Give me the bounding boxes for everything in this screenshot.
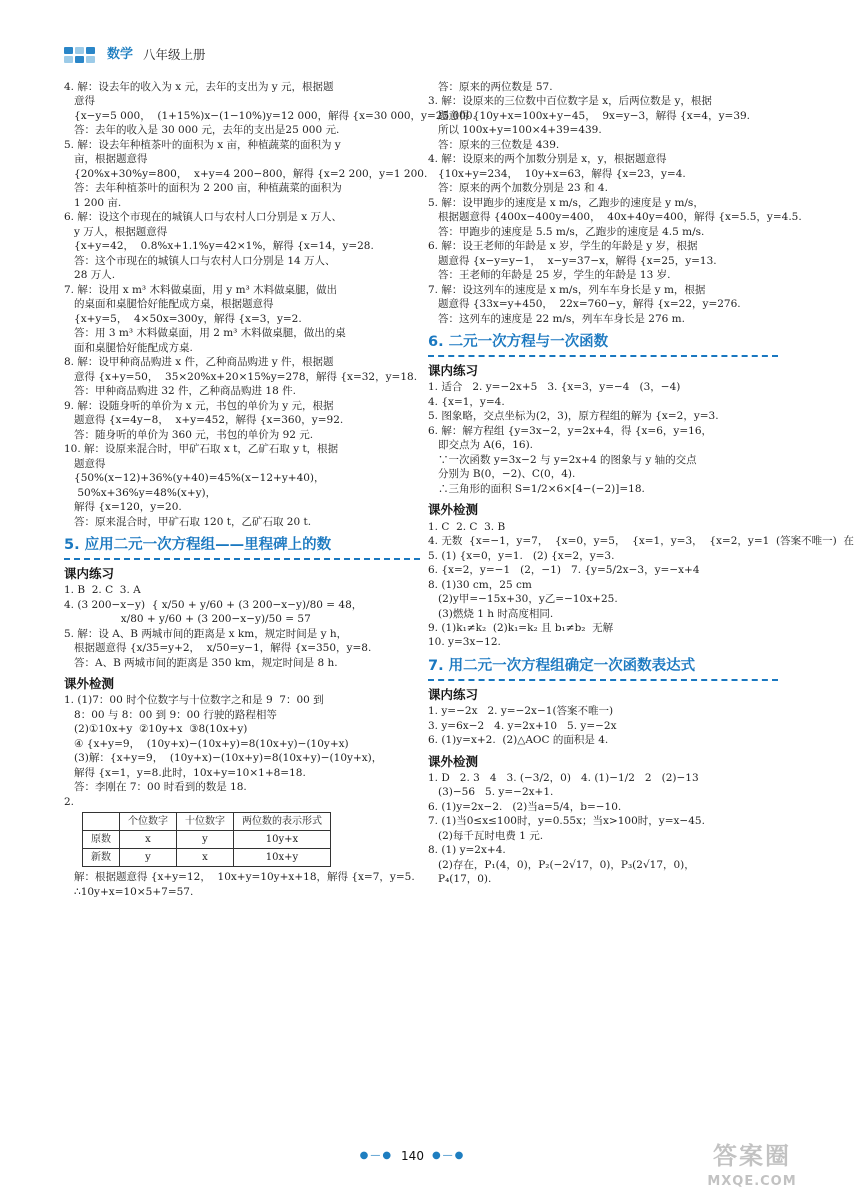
answer-line: 意得 {x+y=50， 35×20%x+20×15%y=278，解得 {x=32，y=18. bbox=[64, 370, 418, 383]
answer-line: {20%x+30%y=800， x+y=4 200−800，解得 {x=2 200，y=1 200. bbox=[64, 167, 428, 180]
answer-line: 即交点为 A(6，16). bbox=[428, 439, 534, 452]
answer-line: 意得 bbox=[64, 95, 96, 108]
answer-line: 4. 解：设原来的两个加数分别是 x，y，根据题意得 bbox=[428, 153, 667, 166]
s6-inclass-answers bbox=[428, 380, 778, 496]
answer-line: 5. 解：设去年种植茶叶的面积为 x 亩，种植蔬菜的面积为 y bbox=[64, 138, 341, 151]
answer-line: 28 万人. bbox=[64, 269, 116, 282]
page-header bbox=[64, 42, 206, 68]
footer-dots-right: ●—● bbox=[431, 1150, 466, 1162]
digit-table bbox=[82, 812, 420, 867]
answer-line: 8. (1) y=2x+4. bbox=[428, 844, 506, 857]
answer-line: 1. B 2. C 3. A bbox=[64, 584, 141, 597]
table-header-cell: 个位数字 bbox=[120, 813, 177, 831]
answer-line: 7. (1)当0≤x≤100时，y=0.55x；当x>100时，y=x−45. bbox=[428, 815, 705, 828]
answer-line: 6. (1)y=2x−2. (2)当a=5/4，b=−10. bbox=[428, 800, 622, 813]
answer-line: 10. y=3x−12. bbox=[428, 636, 501, 649]
answer-line: 5. 解：设甲跑步的速度是 x m/s，乙跑步的速度是 y m/s， bbox=[428, 196, 704, 209]
answer-line: 4. {x=1，y=4. bbox=[428, 395, 505, 408]
answer-line: 答：这个市现在的城镇人口与农村人口分别是 14 万人、 bbox=[64, 254, 336, 267]
answer-line: 4. 解：设去年的收入为 x 元，去年的支出为 y 元，根据题 bbox=[64, 81, 334, 93]
answer-line: 答：王老师的年龄是 25 岁，学生的年龄是 13 岁. bbox=[428, 269, 671, 282]
answer-line: 4. (3 200−x−y) { x/50 + y/60 + (3 200−x−y)/80 = 48， bbox=[64, 598, 363, 611]
answer-line: 所以 100x+y=100×4+39=439. bbox=[428, 124, 602, 137]
answer-line: 1. C 2. C 3. B bbox=[428, 520, 506, 533]
watermark-text-en: MXQE.COM bbox=[707, 1174, 797, 1190]
answer-line: (3)解：{x+y=9， (10y+x)−(10x+y)=8(10x+y)−(10y+x)， bbox=[64, 752, 383, 765]
watermark-logo bbox=[697, 1140, 807, 1192]
answer-line: 50%x+36%y=48%(x+y)， bbox=[64, 486, 217, 499]
answer-line: 1. D 2. 3 4 3. (−3/2，0) 4. (1)−1/2 2 (2)−13 bbox=[428, 771, 699, 784]
answer-line: 答：A、B 两城市间的距离是 350 km，规定时间是 8 h. bbox=[64, 656, 338, 669]
answer-line: 6. 解：设这个市现在的城镇人口与农村人口分别是 x 万人、 bbox=[64, 211, 342, 224]
answer-line: 9. 解：设随身听的单价为 x 元，书包的单价为 y 元，根据 bbox=[64, 399, 334, 412]
section-5-title: 5. 应用二元一次方程组——里程碑上的数 bbox=[64, 535, 420, 560]
s5-inclass-heading: 课内练习 bbox=[64, 566, 115, 582]
answer-line: {50%(x−12)+36%(y+40)=45%(x−12+y+40)， bbox=[64, 472, 325, 485]
answer-line: 答：原来混合时，甲矿石取 120 t，乙矿石取 20 t. bbox=[64, 515, 312, 528]
answer-line: 的桌面和桌腿恰好能配成方桌，根据题意得 bbox=[64, 298, 274, 311]
answer-line: 答：原来的三位数是 439. bbox=[428, 138, 560, 151]
answer-line: 7. 解：设用 x m³ 木料做桌面，用 y m³ 木料做桌腿，做出 bbox=[64, 283, 338, 296]
table-row bbox=[83, 849, 331, 867]
s7-outside-heading: 课外检测 bbox=[428, 753, 479, 769]
answer-line: 答：去年种植茶叶的面积为 2 200 亩，种植蔬菜的面积为 bbox=[64, 182, 342, 195]
table-header-row bbox=[83, 813, 331, 831]
s7-outside-answers bbox=[428, 771, 778, 887]
answer-line: ∵一次函数 y=3x−2 与 y=2x+4 的图象与 y 轴的交点 bbox=[428, 453, 697, 466]
table-cell: y bbox=[120, 849, 177, 867]
s5-after-table-answers bbox=[64, 870, 420, 899]
answer-line: 1 200 亩. bbox=[64, 196, 122, 209]
table-cell: 10x+y bbox=[234, 849, 331, 867]
table-cell: 新数 bbox=[83, 849, 120, 867]
table-header-cell bbox=[83, 813, 120, 831]
table-cell: 原数 bbox=[83, 831, 120, 849]
table-cell: x bbox=[120, 831, 177, 849]
answer-line: 2. bbox=[64, 795, 75, 808]
answer-line: {x−y=5 000， (1+15%)x−(1−10%)y=12 000，解得 {x=30 000，y=25 000. bbox=[64, 109, 476, 122]
answer-line: 答：用 3 m³ 木料做桌面，用 2 m³ 木料做桌腿，做出的桌 bbox=[64, 327, 346, 340]
s6-inclass-heading: 课内练习 bbox=[428, 363, 479, 379]
answer-line: (2)存在，P₁(4，0)，P₂(−2√17，0)，P₃(2√17，0)， bbox=[428, 858, 695, 871]
s5-inclass-answers bbox=[64, 583, 420, 670]
table-header-cell: 十位数字 bbox=[177, 813, 234, 831]
answer-line: (2)每千瓦时电费 1 元. bbox=[428, 829, 544, 842]
answer-line: 亩，根据题意得 bbox=[64, 153, 148, 166]
answer-line: 8：00 与 8：00 到 9：00 行驶的路程相等 bbox=[64, 708, 277, 721]
answer-line: (2)y甲=−15x+30，y乙=−10x+25. bbox=[428, 593, 618, 606]
answer-line: 5. 图象略，交点坐标为(2，3)，原方程组的解为 {x=2，y=3. bbox=[428, 410, 719, 423]
table-cell: x bbox=[177, 849, 234, 867]
answer-line: 分别为 B(0，−2)、C(0，4). bbox=[428, 468, 576, 481]
answer-line: 6. 解：解方程组 {y=3x−2，y=2x+4，得 {x=6，y=16， bbox=[428, 424, 713, 437]
answer-line: 根据题意得 {400x−400y=400， 40x+40y=400，解得 {x=5.5，y=4.5. bbox=[428, 211, 802, 224]
answer-line: 6. {x=2，y=−1 (2，−1) 7. {y=5/2x−3，y=−x+4 bbox=[428, 564, 700, 577]
answer-line: 6. 解：设王老师的年龄是 x 岁，学生的年龄是 y 岁，根据 bbox=[428, 240, 698, 253]
answer-line: P₄(17，0). bbox=[428, 873, 492, 886]
right-column bbox=[428, 80, 854, 887]
answer-line: {x+y=42， 0.8%x+1.1%y=42×1%，解得 {x=14，y=28. bbox=[64, 240, 374, 253]
s5-outside-heading: 课外检测 bbox=[64, 676, 115, 692]
answer-line: 3. 解：设原来的三位数中百位数字是 x，后两位数是 y，根据 bbox=[428, 95, 712, 108]
answer-line: 9. (1)k₁≠k₂ (2)k₁=k₂ 且 b₁≠b₂ 无解 bbox=[428, 622, 614, 634]
table-cell: y bbox=[177, 831, 234, 849]
section-7-title: 7. 用二元一次方程组确定一次函数表达式 bbox=[428, 656, 778, 681]
answer-line: 题意得 bbox=[64, 457, 106, 470]
answer-line: 1. 适合 2. y=−2x+5 3. {x=3，y=−4 (3，−4) bbox=[428, 381, 681, 394]
answer-line: 10. 解：设原来混合时，甲矿石取 x t，乙矿石取 y t，根据 bbox=[64, 443, 339, 456]
answer-line: 题意得 {x−y=y−1， x−y=37−x，解得 {x=25，y=13. bbox=[428, 254, 717, 267]
answer-line: 解得 {x=120，y=20. bbox=[64, 501, 182, 514]
subject-label: 数学 bbox=[107, 47, 134, 63]
answer-line: 答：甲跑步的速度是 5.5 m/s，乙跑步的速度是 4.5 m/s. bbox=[428, 225, 705, 238]
answer-line: 面和桌腿恰好能配成方桌. bbox=[64, 341, 193, 354]
answer-line: 5. 解：设 A、B 两城市间的距离是 x km，规定时间是 y h， bbox=[64, 627, 348, 640]
answer-line: 4. 无数 {x=−1，y=7， {x=0，y=5， {x=1，y=3， {x=2，y=1 (答案不唯一) 在 bbox=[428, 535, 854, 548]
answer-line: 1. (1)7：00 时个位数字与十位数字之和是 9 7：00 到 bbox=[64, 694, 324, 707]
footer-dots-left: ●—● bbox=[359, 1150, 394, 1162]
answer-line: 6. (1)y=x+2. (2)△AOC 的面积是 4. bbox=[428, 734, 609, 747]
answer-line: 答：去年的收入是 30 000 元，去年的支出是25 000 元. bbox=[64, 124, 340, 137]
s6-outside-heading: 课外检测 bbox=[428, 502, 479, 518]
answer-line: 3. y=6x−2 4. y=2x+10 5. y=−2x bbox=[428, 719, 617, 732]
book-logo-icon bbox=[64, 47, 95, 63]
answer-line: 答：原来的两位数是 57. bbox=[428, 81, 553, 93]
answer-line: 题意得 {33x=y+450， 22x=760−y，解得 {x=22，y=276. bbox=[428, 298, 741, 311]
s5-outside-answers bbox=[64, 693, 420, 809]
answer-line: 题意得 {10y+x=100x+y−45， 9x=y−3，解得 {x=4，y=39. bbox=[428, 109, 751, 122]
answer-line: 解得 {x=1，y=8.此时，10x+y=10×1+8=18. bbox=[64, 766, 306, 779]
answer-line: 答：随身听的单价为 360 元，书包的单价为 92 元. bbox=[64, 428, 314, 441]
answer-line: {x+y=5， 4×50x=300y，解得 {x=3，y=2. bbox=[64, 312, 302, 325]
page-number: 140 bbox=[401, 1149, 424, 1163]
answer-line: 8. 解：设甲种商品购进 x 件，乙种商品购进 y 件，根据题 bbox=[64, 356, 334, 369]
answer-line: (3)燃烧 1 h 时高度相同. bbox=[428, 607, 554, 620]
answer-line: ④ {x+y=9， (10y+x)−(10x+y)=8(10x+y)−(10y+x) bbox=[64, 737, 349, 750]
answer-line: 8. (1)30 cm，25 cm bbox=[428, 578, 532, 591]
answer-line: ∴10y+x=10×5+7=57. bbox=[64, 885, 194, 898]
answer-line: {10x+y=234， 10y+x=63，解得 {x=23，y=4. bbox=[428, 167, 686, 180]
s7-inclass-answers bbox=[428, 704, 778, 747]
answer-line: 答：李刚在 7：00 时看到的数是 18. bbox=[64, 781, 247, 794]
answer-line: 答：原来的两个加数分别是 23 和 4. bbox=[428, 182, 608, 195]
answer-line: 1. y=−2x 2. y=−2x−1(答案不唯一) bbox=[428, 705, 614, 718]
answer-line: ∴三角形的面积 S=1/2×6×[4−(−2)]=18. bbox=[428, 482, 645, 495]
digit-table-grid bbox=[82, 812, 331, 867]
answer-line: (3)−56 5. y=−2x+1. bbox=[428, 786, 554, 799]
answers-section-5-cont bbox=[428, 80, 802, 326]
section-6-title: 6. 二元一次方程与一次函数 bbox=[428, 332, 778, 357]
answer-line: 解：根据题意得 {x+y=12， 10x+y=10y+x+18，解得 {x=7，y=5. bbox=[64, 871, 415, 884]
table-header-cell: 两位数的表示形式 bbox=[234, 813, 331, 831]
answer-line: 答：甲种商品购进 32 件，乙种商品购进 18 件. bbox=[64, 385, 296, 398]
s7-inclass-heading: 课内练习 bbox=[428, 686, 479, 702]
answer-line: 根据题意得 {x/35=y+2， x/50=y−1，解得 {x=350，y=8. bbox=[64, 642, 372, 655]
answer-line: y 万人，根据题意得 bbox=[64, 225, 168, 238]
table-row bbox=[83, 831, 331, 849]
watermark-text-cn: 答案圈 bbox=[713, 1142, 791, 1170]
answer-line: 7. 解：设这列车的速度是 x m/s，列车车身长是 y m，根据 bbox=[428, 283, 706, 296]
answer-line: x/80 + y/60 + (3 200−x−y)/50 = 57 bbox=[64, 613, 311, 626]
answer-line: (2)①10x+y ②10y+x ③8(10x+y) bbox=[64, 723, 248, 736]
s6-outside-answers bbox=[428, 520, 854, 650]
answer-line: 5. (1) {x=0，y=1. (2) {x=2，y=3. bbox=[428, 549, 615, 562]
answer-line: 答：这列车的速度是 22 m/s，列车车身长是 276 m. bbox=[428, 312, 685, 325]
grade-label: 八年级上册 bbox=[143, 47, 206, 63]
answer-line: 题意得 {x=4y−8， x+y=452，解得 {x=360，y=92. bbox=[64, 414, 344, 427]
table-cell: 10y+x bbox=[234, 831, 331, 849]
